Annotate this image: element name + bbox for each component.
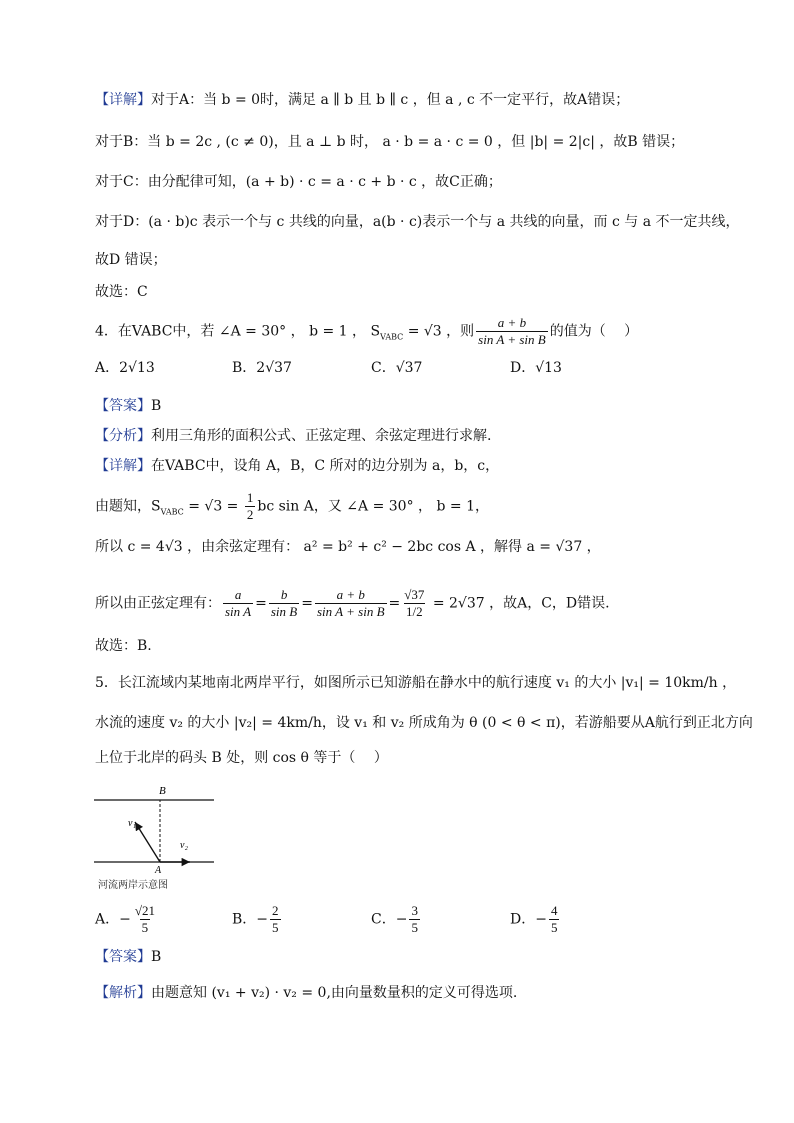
q4-frac-num: a + b <box>497 315 527 330</box>
q4-detail-2-fraction <box>245 490 256 523</box>
q4-detail-4-frac-2 <box>269 587 299 620</box>
answer-tag: 【答案】 <box>95 949 151 965</box>
option-den: 5 <box>272 920 279 935</box>
q4-frac-den: sin A + sin B <box>478 332 546 347</box>
q3-detail-line-3 <box>95 172 502 192</box>
q4-detail-4-post: = 2√37 ，故A，C，D错误. <box>428 595 610 612</box>
q3-detail-line-5 <box>95 250 167 270</box>
option-fraction <box>270 903 281 936</box>
frac-2-den: sin B <box>270 604 298 619</box>
q5-option-b <box>232 903 283 936</box>
q4-detail-2-frac-den: 2 <box>246 507 254 522</box>
q3-line-4-text: 对于D：(a · b)c 表示一个与 c 共线的向量，a(b · c)表示一个与 a 共线的向量，而 c 与 a 不一定共线， <box>95 214 740 230</box>
q3-line-1-text: 对于A：当 b = 0时，满足 a ∥ b 且 b ∥ c ，但 a , c 不一定平行，故A错误； <box>151 92 630 108</box>
q5-stem-line-1 <box>95 673 736 693</box>
q4-stem-mid: = √3 ，则 <box>403 323 475 340</box>
q3-choice <box>95 282 148 302</box>
frac-4-den: 1/2 <box>406 604 423 619</box>
q5-answer <box>95 947 161 967</box>
q5-solution-text: 由题意知 (v₁ + v₂) · v₂ = 0,由向量数量积的定义可得选项. <box>151 985 518 1001</box>
q3-choice-text: 故选：C <box>95 284 148 300</box>
option-fraction <box>549 903 560 936</box>
option-sign: − <box>535 911 547 928</box>
q4-detail-3 <box>95 537 601 557</box>
q4-stem-post: 的值为（ ） <box>549 323 639 340</box>
q4-analysis-text: 利用三角形的面积公式、正弦定理、余弦定理进行求解. <box>151 428 492 444</box>
option-fraction <box>133 903 157 936</box>
detail-tag: 【详解】 <box>95 458 151 474</box>
q4-choice <box>95 636 152 656</box>
q4-stem-sub: VABC <box>380 332 404 342</box>
v1-arrow <box>135 822 160 862</box>
q4-stem <box>95 315 638 348</box>
q4-detail-4-frac-4 <box>402 587 426 620</box>
option-letter: A． <box>95 911 120 928</box>
option-den: 5 <box>141 920 149 935</box>
frac-1-num: a <box>234 587 242 602</box>
q5-solution <box>95 983 517 1003</box>
solution-tag: 【解析】 <box>95 985 151 1001</box>
q3-line-2-text: 对于B：当 b = 2c , (c ≠ 0)，且 a ⊥ b 时， a · b = a · c = 0 ，但 |b| = 2|c| ，故B 错误； <box>95 134 685 150</box>
q4-option-a: A．2√13 <box>95 360 155 376</box>
option-sign: − <box>395 911 408 928</box>
q4-choice-text: 故选：B. <box>95 638 152 654</box>
q3-line-5-text: 故D 错误； <box>95 252 167 268</box>
q5-line-3-text: 上位于北岸的码头 B 处，则 cos θ 等于（ ） <box>95 750 388 766</box>
option-den: 5 <box>550 920 558 935</box>
q4-option-d: D．√13 <box>510 360 562 376</box>
q4-option-c: C．√37 <box>371 360 423 376</box>
option-sign: − <box>256 911 269 928</box>
q4-detail-1 <box>95 456 499 476</box>
frac-3-num: a + b <box>336 587 365 602</box>
q4-detail-2 <box>95 490 489 523</box>
label-v1: v₁ <box>128 818 136 829</box>
q5-option-c <box>371 903 422 936</box>
option-num: √21 <box>134 903 155 918</box>
option-num: 4 <box>550 903 558 918</box>
q4-detail-2-pre: 由题知，S <box>95 498 161 515</box>
option-sign: − <box>119 911 131 928</box>
q4-stem-pre: 4．在VABC中，若 ∠A = 30° ， b = 1 ， S <box>95 323 381 340</box>
label-v2: v₂ <box>180 840 188 851</box>
frac-1-den: sin A <box>225 604 252 619</box>
option-num: 2 <box>272 903 279 918</box>
q5-option-d <box>510 903 561 936</box>
q4-detail-2-frac-num: 1 <box>246 490 254 505</box>
q3-detail-line-2 <box>95 132 684 152</box>
q4-detail-4: 所以由正弦定理有： $\frac{a}{\text{sin A}}$ = $\frac{b}{\text{sin B}}$ = $\frac{a + b}{\text{sin A + sin B}}$ = $\frac{√37}{1/2}$ = 2√37 ，故A，C，D错误. <box>95 587 610 619</box>
figure-caption: 河流两岸示意图 <box>98 880 168 891</box>
q4-detail-2-post: bc sin A，又 ∠A = 30° ， b = 1， <box>257 498 489 515</box>
q3-detail-line-4 <box>95 212 740 232</box>
frac-4-num: √37 <box>404 587 425 602</box>
analysis-tag: 【分析】 <box>95 428 151 444</box>
q3-line-3-text: 对于C：由分配律可知，(a + b) · c = a · c + b · c ，故C正确； <box>95 174 502 190</box>
option-den: 5 <box>411 920 418 935</box>
q4-detail-3-text: 所以 c = 4√3 ，由余弦定理有： a² = b² + c² − 2bc cos A ，解得 a = √37 ， <box>95 539 601 555</box>
q5-line-2-text: 水流的速度 v₂ 的大小 |v₂| = 4km/h，设 v₁ 和 v₂ 所成角为 θ (0 < θ < π)，若游船要从A航行到正北方向 <box>95 715 753 731</box>
frac-3-den: sin A + sin B <box>316 604 385 619</box>
option-num: 3 <box>411 903 418 918</box>
q4-stem-fraction <box>476 315 548 348</box>
detail-tag: 【详解】 <box>95 92 151 108</box>
q5-option-a <box>95 903 159 936</box>
q4-answer-value: B <box>151 398 162 414</box>
option-letter: D． <box>510 911 536 928</box>
q4-answer <box>95 396 161 416</box>
frac-2-num: b <box>280 587 288 602</box>
q4-detail-4-pre: 所以由正弦定理有： <box>95 595 221 612</box>
q5-stem-line-3 <box>95 748 388 768</box>
q4-analysis <box>95 426 491 446</box>
q4-detail-2-mid: = √3 = <box>183 498 243 515</box>
q5-line-1-text: 5．长江流域内某地南北两岸平行，如图所示已知游船在静水中的航行速度 v₁ 的大小 |v₁| = 10km/h ， <box>95 675 737 691</box>
q5-stem-line-2 <box>95 713 753 733</box>
q5-answer-value: B <box>151 949 162 965</box>
option-letter: B． <box>232 911 257 928</box>
option-fraction <box>409 903 420 936</box>
q4-detail-2-sub: VABC <box>160 507 184 517</box>
answer-tag: 【答案】 <box>95 398 151 414</box>
option-letter: C． <box>371 911 396 928</box>
q4-detail-1-text: 在VABC中，设角 A，B，C 所对的边分别为 a，b，c， <box>151 458 500 474</box>
label-a: A <box>155 865 162 876</box>
q3-detail-line-1 <box>95 90 629 110</box>
q4-detail-4-frac-3 <box>315 587 387 620</box>
q4-detail-4-frac-1 <box>223 587 253 620</box>
q4-option-b: B．2√37 <box>232 360 292 376</box>
label-b: B <box>159 785 166 797</box>
